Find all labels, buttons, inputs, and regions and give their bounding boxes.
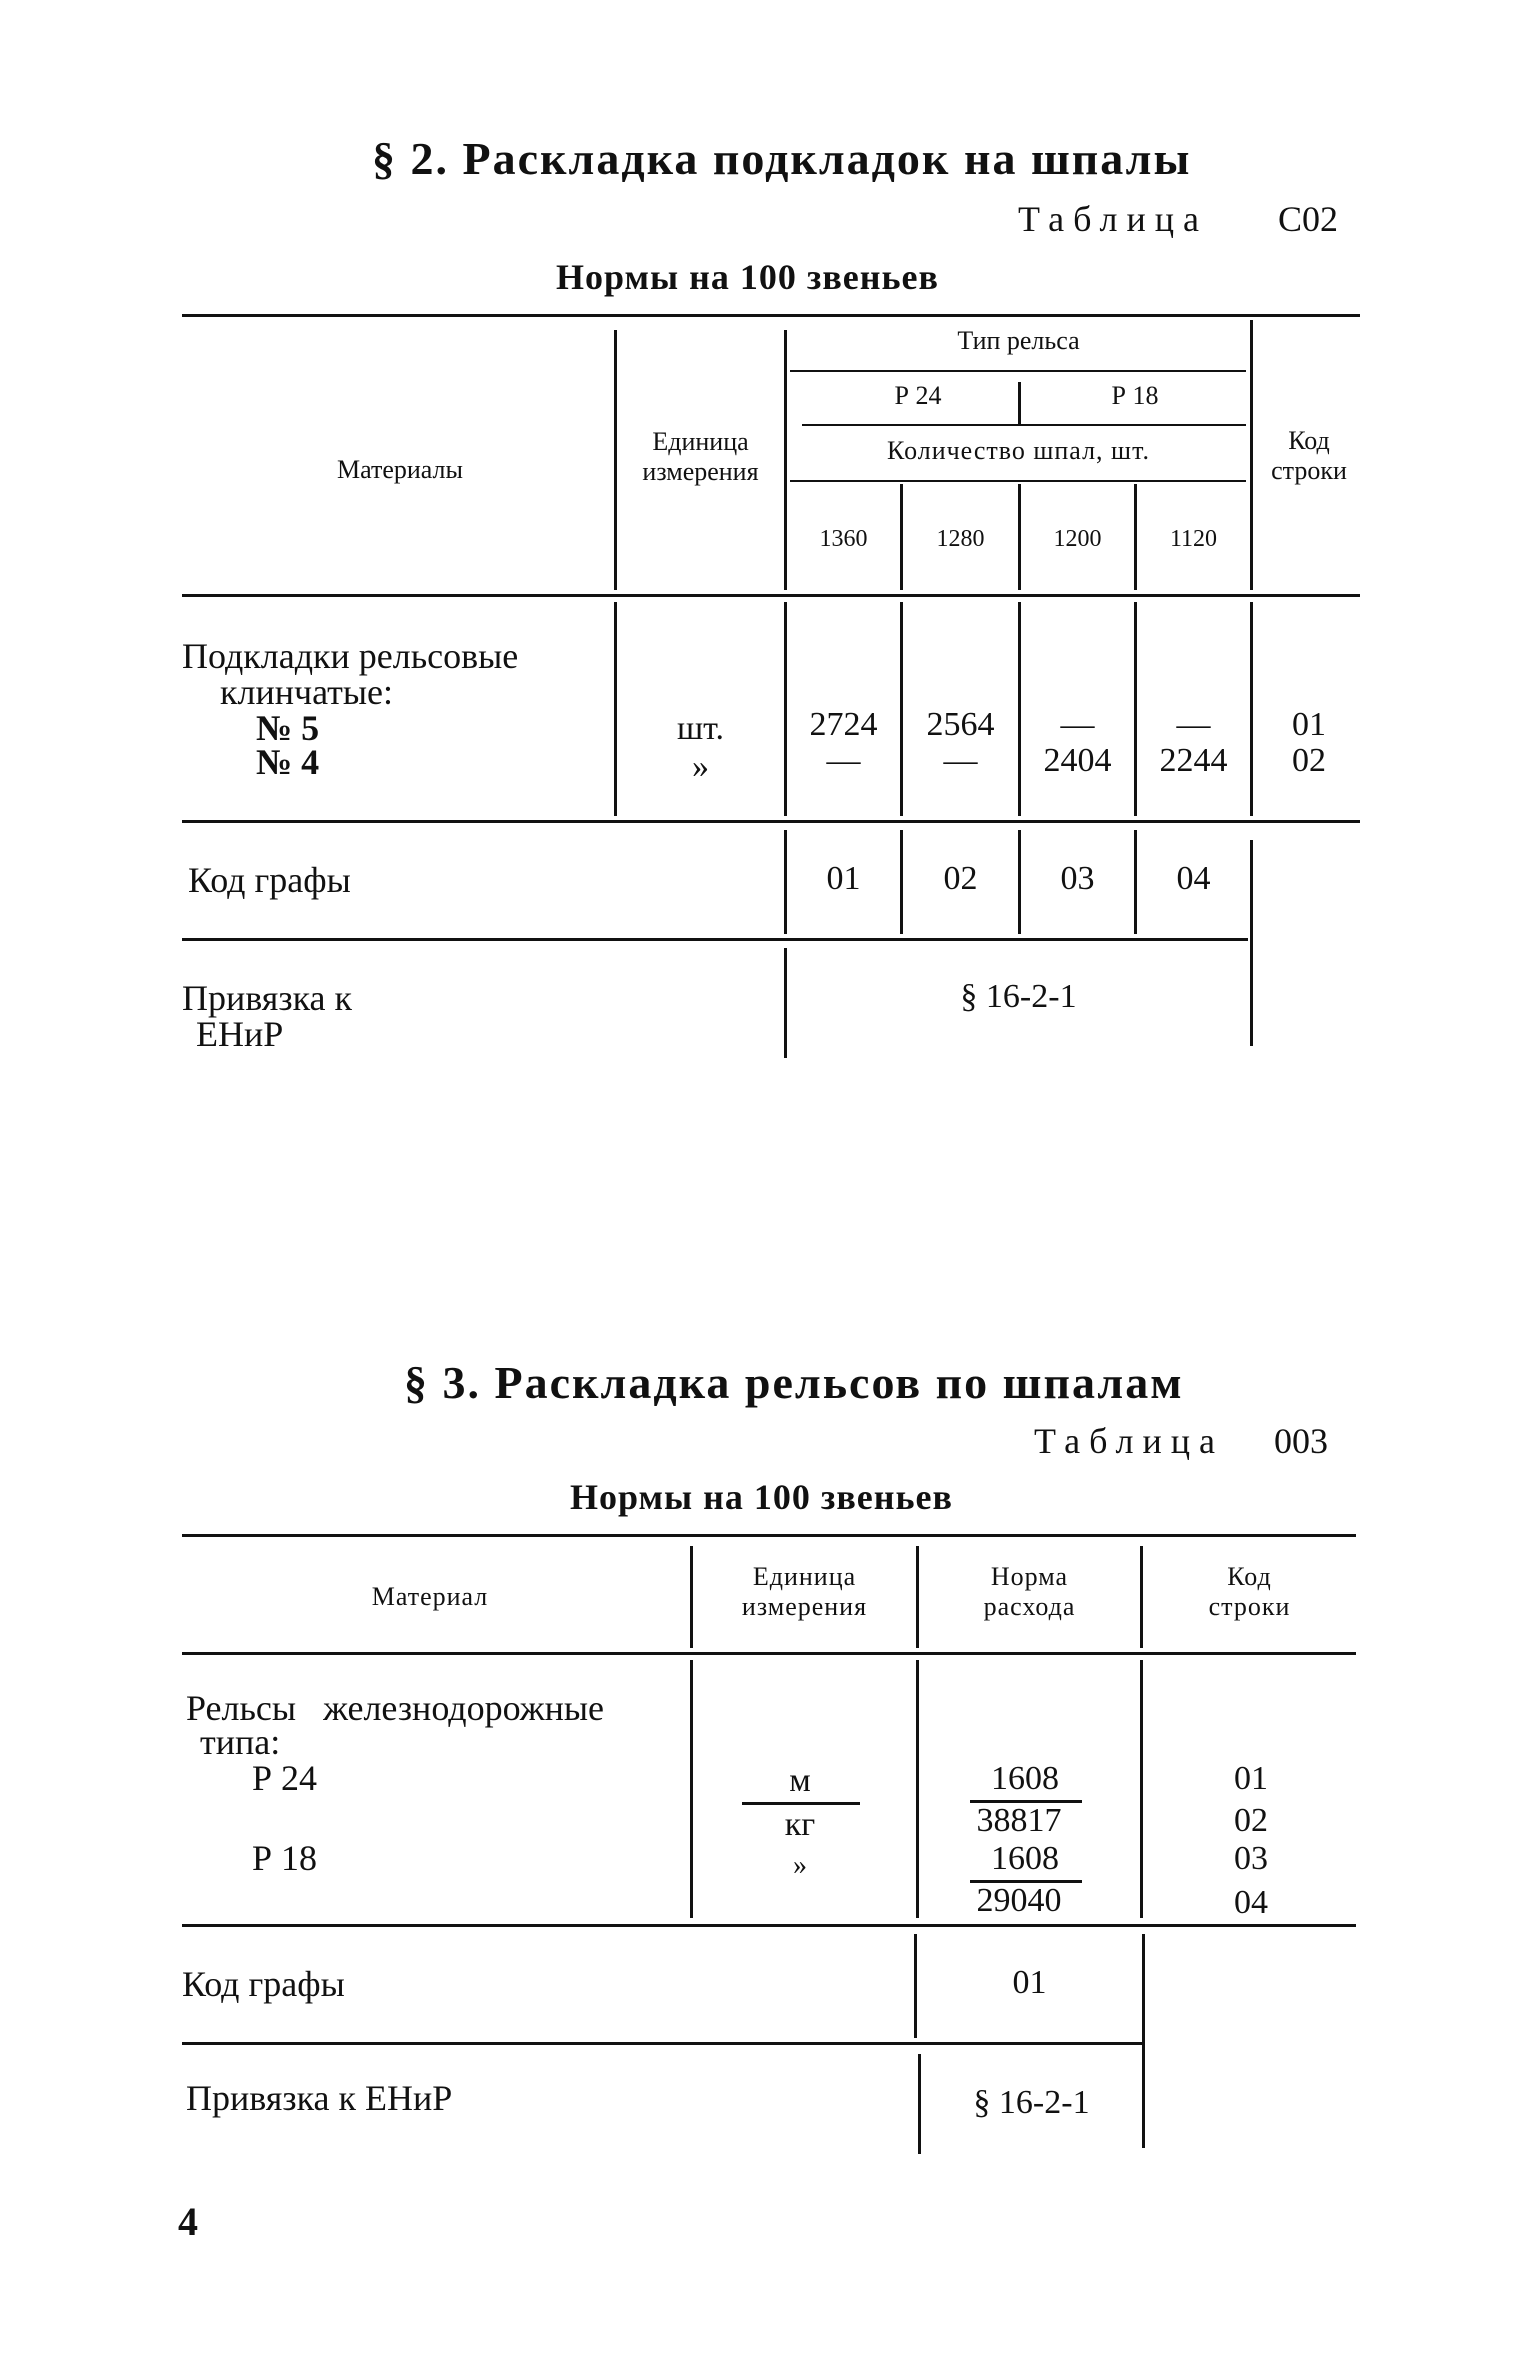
norm-v4: 29040 bbox=[976, 1882, 1062, 1919]
code-graph-01: 01 bbox=[1012, 1964, 1047, 2001]
row-item-4: № 4 bbox=[256, 742, 320, 782]
binding-value: § 16-2-1 bbox=[973, 2084, 1090, 2121]
row-name-line2: клинчатые: bbox=[220, 672, 394, 712]
code-03: 03 bbox=[1234, 1840, 1268, 1877]
header-rail-type: Тип рельса bbox=[957, 326, 1080, 355]
header-materials: Материалы bbox=[336, 455, 463, 484]
section2-table-code: С02 bbox=[1278, 199, 1339, 239]
code-04: 04 bbox=[1234, 1884, 1268, 1921]
binding-label: Привязка к ЕНиР bbox=[186, 2078, 453, 2118]
r2-c1: — bbox=[826, 742, 861, 779]
code-graph-04: 04 bbox=[1176, 860, 1211, 897]
row-name-line1: Подкладки рельсовые bbox=[182, 636, 519, 676]
norm-v1: 1608 bbox=[991, 1760, 1059, 1797]
r1-c3: — bbox=[1060, 706, 1095, 743]
header-code: Код строки bbox=[1208, 1562, 1291, 1621]
norm-v3: 1608 bbox=[991, 1840, 1059, 1877]
header-count-1120: 1120 bbox=[1169, 526, 1218, 552]
binding-value: § 16-2-1 bbox=[960, 978, 1077, 1015]
row-name-line2: типа: bbox=[200, 1722, 281, 1762]
row-unit-2: » bbox=[692, 748, 709, 785]
section2-norms: Нормы на 100 звеньев bbox=[556, 257, 939, 297]
header-p24: Р 24 bbox=[894, 381, 942, 410]
header-unit: Единица измерения bbox=[741, 1562, 868, 1621]
section3-norms: Нормы на 100 звеньев bbox=[570, 1477, 953, 1517]
code-graph-03: 03 bbox=[1060, 860, 1095, 897]
row-code-01: 01 bbox=[1292, 706, 1326, 743]
code-graph-label: Код графы bbox=[182, 1964, 345, 2004]
header-count-1280: 1280 bbox=[936, 526, 985, 552]
header-code: Код строки bbox=[1271, 426, 1347, 485]
section2-title: § 2. Раскладка подкладок на шпалы bbox=[372, 133, 1192, 184]
row-code-02: 02 bbox=[1292, 742, 1326, 779]
unit-numerator: м bbox=[789, 1762, 811, 1799]
row-unit-1: шт. bbox=[677, 710, 724, 747]
section3-table-code: 003 bbox=[1274, 1421, 1328, 1461]
page-number: 4 bbox=[178, 2199, 198, 2244]
section3-title: § 3. Раскладка рельсов по шпалам bbox=[404, 1357, 1184, 1408]
norm-v2: 38817 bbox=[976, 1802, 1062, 1839]
header-norm: Норма расхода bbox=[983, 1562, 1076, 1621]
header-unit: Единица измерения bbox=[642, 427, 759, 486]
header-count-1200: 1200 bbox=[1053, 526, 1102, 552]
r2-c2: — bbox=[943, 742, 978, 779]
code-graph-label: Код графы bbox=[188, 860, 351, 900]
section2-table-label: Таблица bbox=[1018, 199, 1208, 239]
code-02: 02 bbox=[1234, 1802, 1268, 1839]
row-item-5: № 5 bbox=[256, 708, 320, 748]
code-01: 01 bbox=[1234, 1760, 1268, 1797]
row-item-p18: Р 18 bbox=[252, 1838, 318, 1878]
header-p18: Р 18 bbox=[1111, 381, 1159, 410]
unit-denominator: кг bbox=[784, 1806, 816, 1843]
r2-c4: 2244 bbox=[1159, 742, 1228, 779]
binding-label-line2: ЕНиР bbox=[196, 1014, 284, 1054]
row-item-p24: Р 24 bbox=[252, 1758, 318, 1798]
binding-label-line1: Привязка к bbox=[182, 978, 352, 1018]
row-name-line1: Рельсы железнодорожные bbox=[186, 1688, 605, 1728]
code-graph-02: 02 bbox=[943, 860, 978, 897]
header-material: Материал bbox=[371, 1582, 489, 1611]
section3-table-label: Таблица bbox=[1034, 1421, 1224, 1461]
unit-ditto: » bbox=[793, 1850, 807, 1881]
header-sleepers: Количество шпал, шт. bbox=[887, 436, 1150, 465]
r1-c1: 2724 bbox=[809, 706, 878, 743]
r2-c3: 2404 bbox=[1043, 742, 1112, 779]
r1-c4: — bbox=[1176, 706, 1211, 743]
code-graph-01: 01 bbox=[826, 860, 861, 897]
r1-c2: 2564 bbox=[926, 706, 995, 743]
header-count-1360: 1360 bbox=[819, 526, 868, 552]
